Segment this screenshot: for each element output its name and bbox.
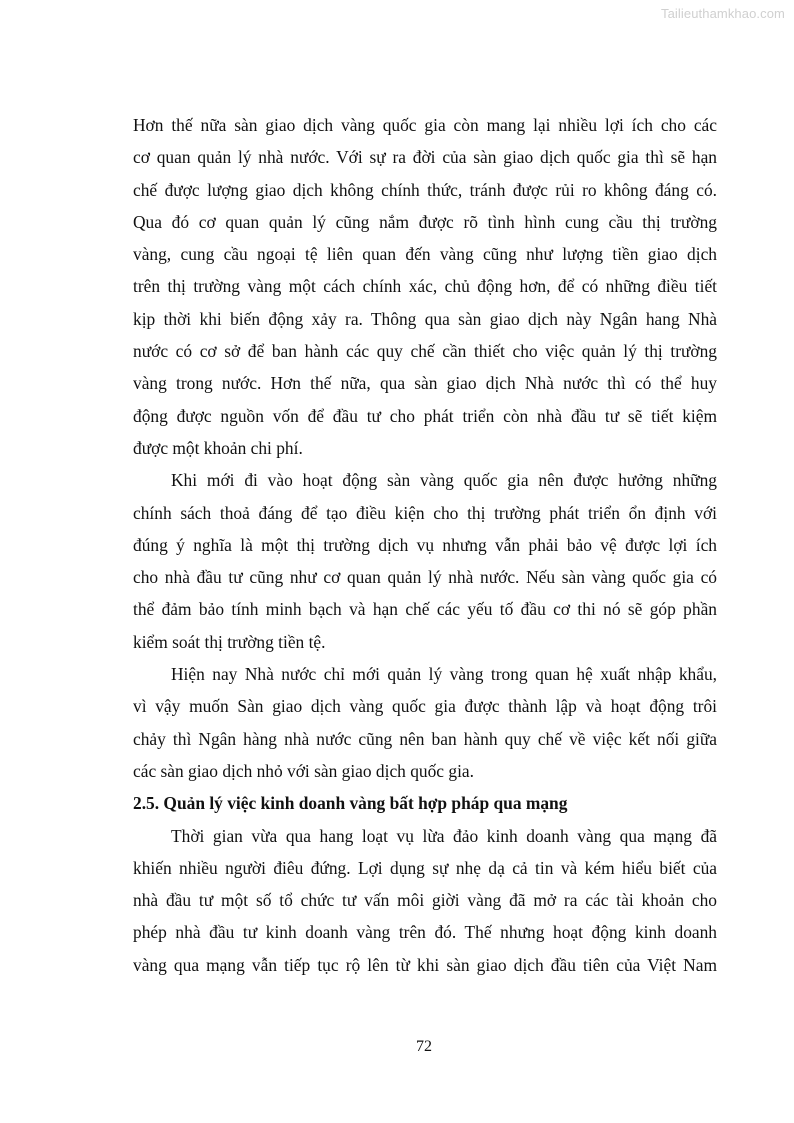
section-paragraph (133, 820, 717, 981)
text-line: chảy thì Ngân hàng nhà nước cũng nên ban hành quy chế về việc kết nối giữa (133, 728, 717, 749)
text-line: được một khoản chi phí. (133, 437, 303, 458)
page-body (133, 109, 717, 981)
text-line: phép nhà đầu tư kinh doanh vàng trên đó. Thế nhưng hoạt động kinh doanh (133, 922, 717, 943)
text-line: kịp thời khi biến động xảy ra. Thông qua sàn giao dịch này Ngân hang Nhà (133, 308, 717, 329)
text-line: vì vậy muốn Sàn giao dịch vàng quốc gia được thành lập và hoạt động trôi (133, 696, 717, 717)
text-line: nước có cơ sở để ban hành các quy chế cần thiết cho việc quản lý thị trường (133, 341, 717, 362)
text-line: cho nhà đầu tư cũng như cơ quan quản lý nhà nước. Nếu sàn vàng quốc gia có (133, 567, 717, 588)
text-line: các sàn giao dịch nhỏ với sàn giao dịch quốc gia. (133, 760, 474, 781)
text-line: Hơn thế nữa sàn giao dịch vàng quốc gia còn mang lại nhiều lợi ích cho các (133, 115, 717, 135)
text-line: nhà đầu tư một số tổ chức tư vấn môi giời vàng đã mở ra các tài khoản cho (133, 890, 717, 911)
page-number: 72 (416, 1038, 432, 1055)
text-line: khiến nhiều người điêu đứng. Lợi dụng sự nhẹ dạ cả tin và kém hiểu biết của (133, 857, 717, 878)
text-line: Qua đó cơ quan quản lý cũng nắm được rõ tình hình cung cầu thị trường (133, 211, 717, 232)
text-line: Khi mới đi vào hoạt động sàn vàng quốc gia nên được hưởng những (171, 470, 717, 491)
text-line: cơ quan quản lý nhà nước. Với sự ra đời của sàn giao dịch quốc gia thì sẽ hạn (133, 147, 717, 168)
paragraph-2 (133, 464, 717, 658)
paragraph-3 (133, 658, 717, 787)
text-line: trên thị trường vàng một cách chính xác, chủ động hơn, để có những điều tiết (133, 276, 717, 297)
text-line: thể đảm bảo tính minh bạch và hạn chế các yếu tố đầu cơ thi nó sẽ góp phần (133, 599, 717, 620)
text-line: đúng ý nghĩa là một thị trường dịch vụ nhưng vẫn phải bảo vệ được lợi ích (133, 534, 717, 555)
text-line: Thời gian vừa qua hang loạt vụ lừa đảo kinh doanh vàng qua mạng đã (171, 825, 717, 846)
text-line: vàng, cung cầu ngoại tệ liên quan đến vàng cũng như lượng tiền giao dịch (133, 244, 717, 265)
watermark: Tailieuthamkhao.com (660, 6, 785, 21)
text-line: chính sách thoả đáng để tạo điều kiện cho thị trường phát triển ổn định với (133, 502, 717, 523)
text-line: động được nguồn vốn để đầu tư cho phát triển còn nhà đầu tư sẽ tiết kiệm (133, 405, 717, 426)
text-line: vàng qua mạng vẫn tiếp tục rộ lên từ khi sàn giao dịch đầu tiên của Việt Nam (133, 954, 717, 975)
text-line: chế được lượng giao dịch không chính thức, tránh được rủi ro không đáng có. (133, 179, 717, 200)
section-heading: 2.5. Quản lý việc kinh doanh vàng bất hợp pháp qua mạng (133, 793, 568, 814)
text-line: Hiện nay Nhà nước chỉ mới quản lý vàng trong quan hệ xuất nhập khẩu, (171, 664, 717, 685)
text-line: kiểm soát thị trường tiền tệ. (133, 631, 326, 652)
text-line: vàng trong nước. Hơn thế nữa, qua sàn giao dịch Nhà nước thì có thể huy (133, 373, 717, 394)
paragraph-1 (133, 109, 717, 464)
